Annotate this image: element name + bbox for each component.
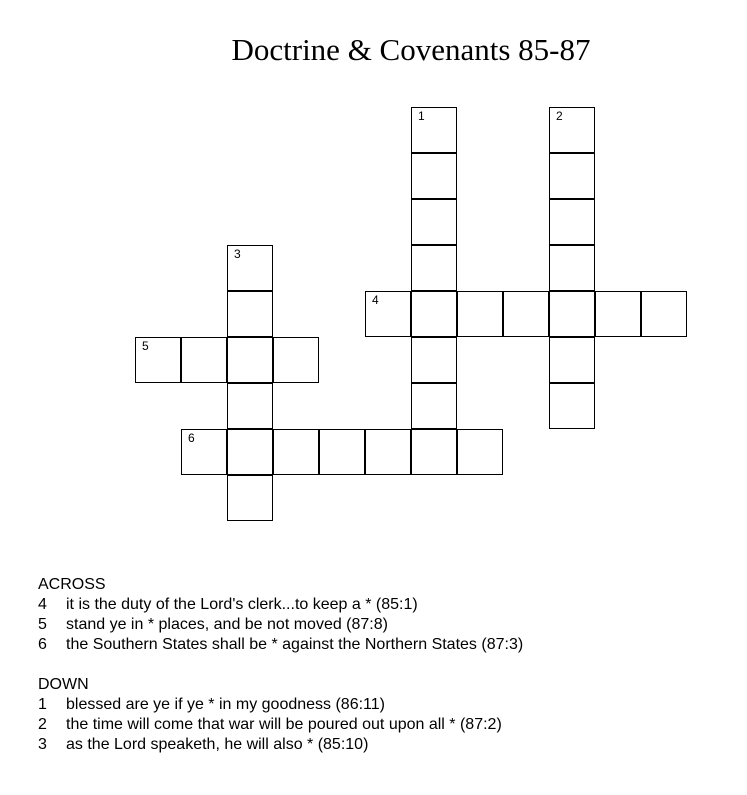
clue-text: stand ye in * places, and be not moved (87:8) [66,616,388,633]
page-title: Doctrine & Covenants 85-87 [231,32,591,67]
crossword-cell[interactable] [411,153,457,199]
crossword-cell[interactable] [457,429,503,475]
clue-number: 6 [38,636,47,653]
crossword-cell[interactable] [411,291,457,337]
crossword-cell[interactable] [411,245,457,291]
cell-number: 3 [234,247,241,261]
across-clue-5 [38,615,523,635]
cell-number: 1 [418,109,425,123]
crossword-cell[interactable] [181,429,227,475]
crossword-cell[interactable] [549,383,595,429]
crossword-cell[interactable] [549,245,595,291]
clue-text: the Southern States shall be * against the Northern States (87:3) [66,636,524,653]
clue-text: it is the duty of the Lord's clerk...to keep a * (85:1) [66,596,418,613]
down-clues [38,675,502,755]
clue-text: blessed are ye if ye * in my goodness (86:11) [66,696,385,713]
cell-number: 4 [372,293,379,307]
crossword-cell[interactable] [595,291,641,337]
across-clue-6 [38,635,523,655]
crossword-cell[interactable] [411,383,457,429]
clue-number: 1 [38,696,47,713]
crossword-cell[interactable] [227,383,273,429]
crossword-cell[interactable] [641,291,687,337]
clue-number: 3 [38,736,47,753]
cell-number: 5 [142,339,149,353]
crossword-cell[interactable] [181,337,227,383]
crossword-cell[interactable] [319,429,365,475]
clue-text: as the Lord speaketh, he will also * (85:10) [66,736,369,753]
crossword-cell[interactable] [227,337,273,383]
crossword-cell[interactable] [273,337,319,383]
crossword-cell[interactable] [549,199,595,245]
crossword-cell[interactable] [549,337,595,383]
clue-number: 2 [38,716,47,733]
cell-number: 2 [556,109,563,123]
crossword-cell[interactable] [227,291,273,337]
across-clue-4 [38,595,523,615]
down-clue-2 [38,715,502,735]
crossword-cell[interactable] [135,337,181,383]
down-clue-3 [38,735,502,755]
crossword-cell[interactable] [365,429,411,475]
crossword-cell[interactable] [227,245,273,291]
crossword-cell[interactable] [273,429,319,475]
across-clues [38,575,523,655]
crossword-cell[interactable] [411,107,457,153]
clue-text: the time will come that war will be poured out upon all * (87:2) [66,716,502,733]
crossword-cell[interactable] [549,153,595,199]
cell-number: 6 [188,431,195,445]
crossword-cell[interactable] [365,291,411,337]
crossword-cell[interactable] [227,429,273,475]
down-clue-1 [38,695,502,715]
crossword-cell[interactable] [503,291,549,337]
crossword-cell[interactable] [549,107,595,153]
crossword-cell[interactable] [457,291,503,337]
crossword-cell[interactable] [549,291,595,337]
crossword-cell[interactable] [411,337,457,383]
down-heading: DOWN [38,676,89,693]
crossword-cell[interactable] [411,429,457,475]
clue-number: 4 [38,596,47,613]
crossword-cell[interactable] [227,475,273,521]
across-heading: ACROSS [38,576,106,593]
crossword-cell[interactable] [411,199,457,245]
clue-number: 5 [38,616,47,633]
